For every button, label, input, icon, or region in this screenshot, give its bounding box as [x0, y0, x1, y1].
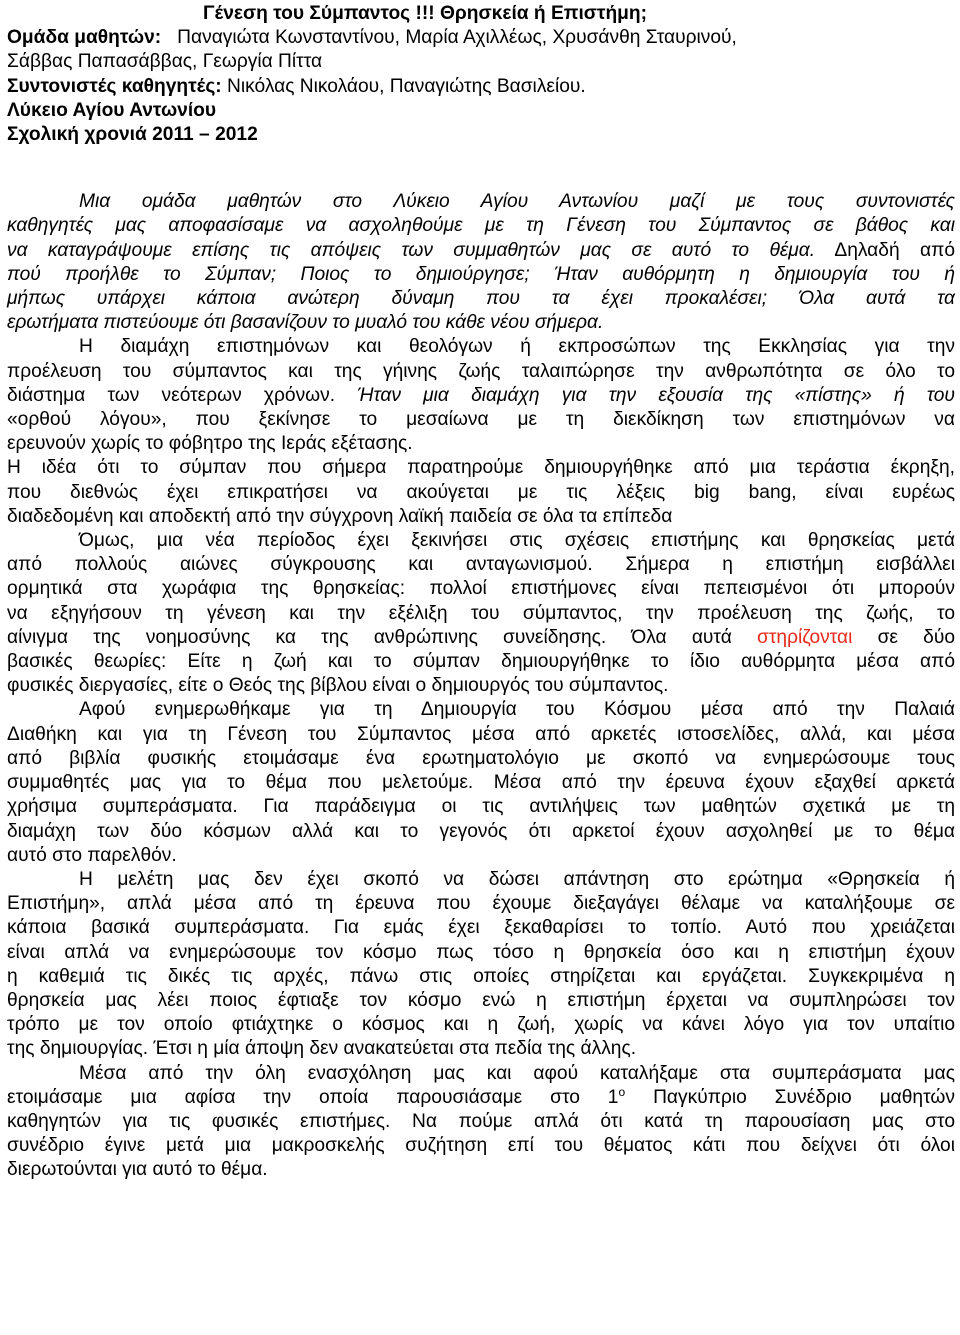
body-line: καθηγητές μας αποφασίσαμε να ασχοληθούμε με τη Γένεση του Σύμπαντος σε βάθος και — [7, 215, 955, 237]
body-line: Διαθήκη και για τη Γένεση του Σύμπαντος μέσα από αρκετές ιστοσελίδες, αλλά, και μέσα — [7, 723, 955, 745]
body-segment: σε δύο — [877, 626, 955, 648]
body-segment: Ήταν μια διαμάχη για την εξουσία της «πίστης» ή του — [357, 384, 955, 406]
body-segment: να καταγράψουμε επίσης τις απόψεις των συμμαθητών μας σε αυτό το θέμα. — [7, 239, 816, 261]
coordinators-label: Συντονιστές καθηγητές: — [7, 75, 222, 97]
body-line: ορμητικά στα χωράφια της θρησκείας: πολλοί επιστήμονες είναι πεπεισμένοι ότι μπορούν — [7, 578, 955, 600]
body-line: φυσικές διεργασίες, είτε ο Θεός της βίβλου είναι ο δημιουργός του σύμπαντος. — [7, 675, 669, 697]
body-line: να εξηγήσουν τη γένεση και την εξέλιξη του σύμπαντος, την προέλευση της ζωής, το — [7, 602, 955, 624]
body-line: η καθεμιά τις δικές τις αρχές, πάνω στις οποίες στηρίζεται και εργάζεται. Συγκεκριμένα η — [7, 965, 955, 987]
body-line: Η μελέτη μας δεν έχει σκοπό να δώσει απάντηση στο ερώτημα «Θρησκεία ή — [79, 868, 955, 890]
body-line: Η ιδέα ότι το σύμπαν που σήμερα παρατηρούμε δημιουργήθηκε από μια τεράστια έκρηξη, — [7, 457, 955, 479]
body-line: Αφού ενημερωθήκαμε για τη Δημιουργία του Κόσμου μέσα από την Παλαιά — [79, 699, 955, 721]
body-line — [7, 626, 955, 650]
body-line: ερευνούν χωρίς το φόβητρο της Ιεράς εξέτασης. — [7, 433, 413, 455]
body-line: βασικές θεωρίες: Είτε η ζωή και το σύμπαν δημιουργήθηκε το ίδιο αυθόρμητα μέσα από — [7, 651, 955, 673]
body-line — [7, 384, 955, 408]
body-segment: Δηλαδή από — [834, 239, 955, 261]
body-line: Μέσα από την όλη ενασχόληση μας και αφού καταλήξαμε στα συμπεράσματα μας — [79, 1062, 955, 1084]
school-year: Σχολική χρονιά 2011 – 2012 — [7, 124, 258, 146]
body-line: κάποια βασικά συμπεράσματα. Για εμάς έχει ξεκαθαρίσει το τοπίο. Αυτό που χρειάζεται — [7, 917, 955, 939]
students-names-2: Σάββας Παπασάββας, Γεωργία Πίττα — [7, 51, 323, 73]
body-line: της δημιουργίας. Έτσι η μία άποψη δεν ανακατεύεται στα πεδία της άλλης. — [7, 1038, 637, 1060]
body-line: θρησκεία μας λέει ποιος έφτιαξε τον κόσμο ενώ η επιστήμη έρχεται να συμπληρώσει τον — [7, 989, 955, 1011]
body-line: τρόπο με τον οποίο φτιάχτηκε ο κόσμος και η ζωή, χωρίς να κάνει λόγο για τον υπαίτιο — [7, 1014, 955, 1036]
body-line: Επιστήμη», απλά μέσα από τη έρευνα που έχουμε διεξαγάγει θέλαμε να καταλήξουμε σε — [7, 893, 955, 915]
document-title: Γένεση του Σύμπαντος !!! Θρησκεία ή Επιστήμη; — [203, 3, 648, 24]
body-segment: διάστημα των νεότερων χρόνων. — [7, 384, 336, 406]
body-line: συνέδριο έγινε μετά μια μακροσκελής συζήτηση επί του θέματος κάτι που δείχνει ότι όλοι — [7, 1135, 955, 1157]
students-label: Ομάδα μαθητών: — [7, 27, 162, 49]
body-line: μήπως υπάρχει κάποια ανώτερη δύναμη που τα έχει προκαλέσει; Όλα αυτά τα — [7, 288, 955, 310]
body-line: Μια ομάδα μαθητών στο Λύκειο Αγίου Αντωνίου μαζί με τους συντονιστές — [79, 191, 955, 213]
document-page — [7, 2, 955, 1183]
body-segment: αίνιγμα της νοημοσύνης κα της ανθρώπινης συνείδησης. Όλα αυτά — [7, 626, 732, 648]
students-line-1 — [7, 26, 955, 50]
ordinal-superscript: ο — [618, 1084, 626, 1099]
coordinators-names: Νικόλας Νικολάου, Παναγιώτης Βασιλείου. — [227, 75, 586, 97]
body-line: ερωτήματα πιστεύουμε ότι βασανίζουν το μυαλό του κάθε νέου σήμερα. — [7, 312, 604, 334]
body-line: συμμαθητές μας για το θέμα που μελετούμε. Μέσα από την έρευνα έχουν εξαχθεί αρκετά — [7, 772, 955, 794]
body-line: χρήσιμα συμπεράσματα. Για παράδειγμα οι τις αντιλήψεις των μαθητών σχετικά με τη — [7, 796, 955, 818]
body-line: Η διαμάχη επιστημόνων και θεολόγων ή εκπροσώπων της Εκκλησίας για την — [79, 336, 955, 358]
school-name: Λύκειο Αγίου Αντωνίου — [7, 99, 217, 121]
body-line: αυτό στο παρελθόν. — [7, 844, 177, 866]
body-segment: ετοιμάσαμε μια αφίσα την οποία παρουσιάσαμε στο 1 — [7, 1086, 619, 1108]
body-line: διαδεδομένη και αποδεκτή από την σύγχρονη λαϊκή παιδεία σε όλα τα επίπεδα — [7, 505, 673, 527]
body-line: πού προήλθε το Σύμπαν; Ποιος το δημιούργησε; Ήταν αυθόρμητη η δημιουργία του ή — [7, 263, 955, 285]
body-line: από βιβλία φυσικής ετοιμάσαμε ένα ερωτηματολόγιο με σκοπό να ενημερώσουμε τους — [7, 747, 955, 769]
body-line: «ορθού λόγου», που ξεκίνησε το μεσαίωνα με τη διεκδίκηση των επιστημόνων να — [7, 409, 955, 431]
body-line: διερωτούνται για αυτό το θέμα. — [7, 1159, 268, 1181]
body-line: είναι απλά να ενημερώσουμε τον κόσμο πως τόσο η θρησκεία όσο και η επιστήμη έχουν — [7, 941, 955, 963]
body-line: διαμάχη των δύο κόσμων αλλά και το γεγονός ότι αρκετοί έχουν ασχοληθεί με το θέμα — [7, 820, 955, 842]
body-line — [7, 239, 955, 263]
body-segment: Παγκύπριο Συνέδριο μαθητών — [653, 1086, 955, 1108]
body-line: προέλευση του σύμπαντος και της γήινης ζωής ταλαιπώρησε την ανθρωπότητα σε όλο το — [7, 360, 955, 382]
body-line — [7, 1086, 955, 1110]
body-line: από πολλούς αιώνες σύγκρουσης και ανταγωνισμού. Σήμερα η επιστήμη εισβάλλει — [7, 554, 955, 576]
highlighted-word: στηρίζονται — [757, 626, 853, 648]
header-spacer — [7, 147, 955, 190]
body-line: που διεθνώς έχει επικρατήσει να ακούγεται με τις λέξεις big bang, είναι ευρέως — [7, 481, 955, 503]
body-line: καθηγητών για τις φυσικές επιστήμες. Να πούμε απλά ότι κατά τη παρουσίαση μας στο — [7, 1110, 955, 1132]
coordinators-line — [7, 75, 955, 99]
students-names-1: Παναγιώτα Κωνσταντίνου, Μαρία Αχιλλέως, Χρυσάνθη Σταυρινού, — [177, 27, 737, 49]
body-line: Όμως, μια νέα περίοδος έχει ξεκινήσει στις σχέσεις επιστήμης και θρησκείας μετά — [79, 530, 955, 552]
